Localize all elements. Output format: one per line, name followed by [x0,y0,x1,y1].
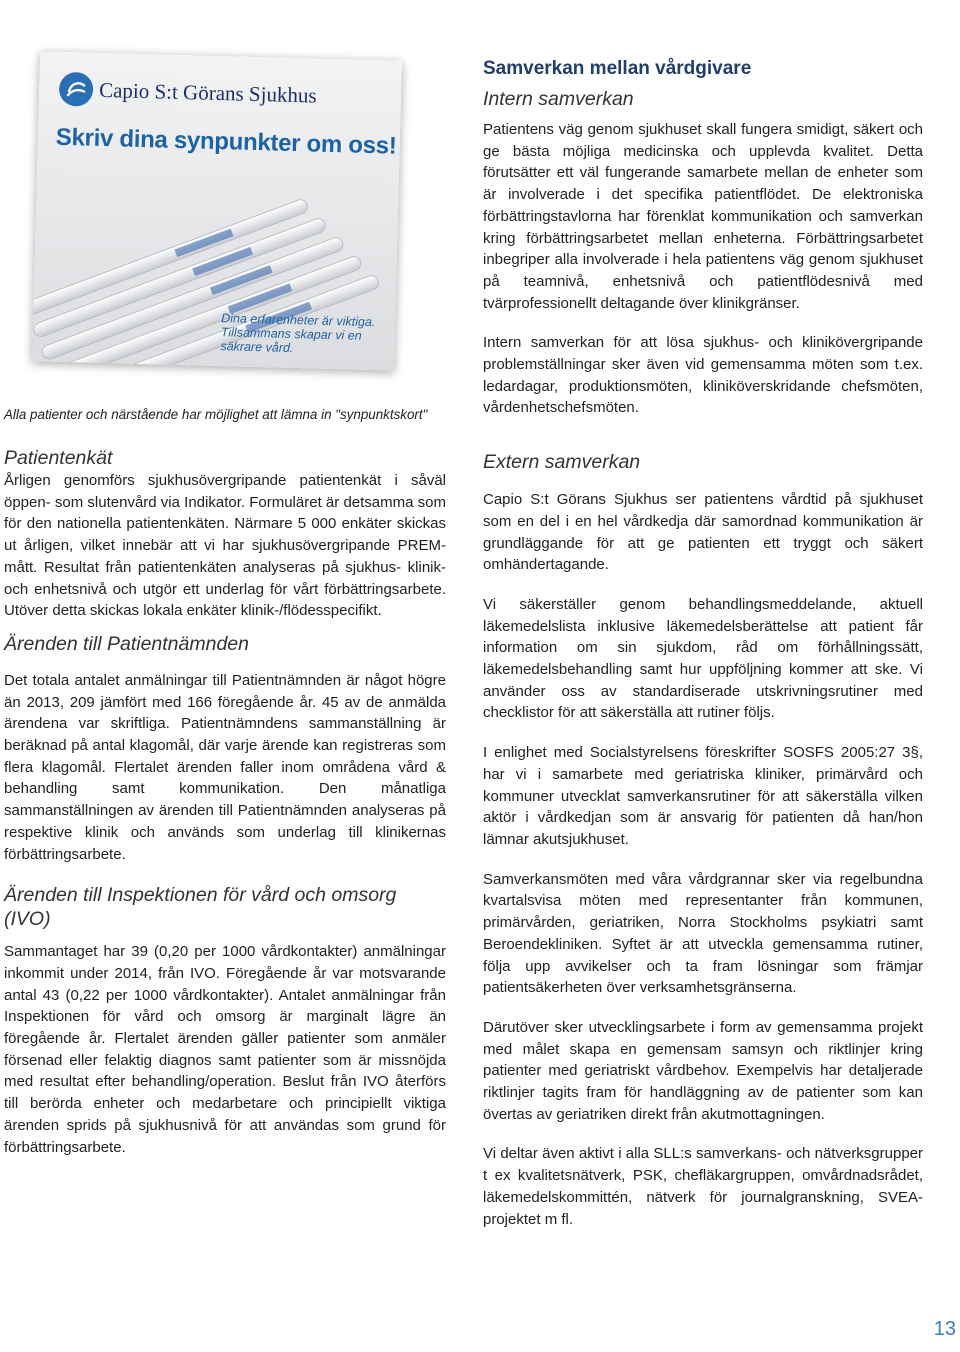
left-column [4,406,446,1158]
extern-p3: I enlighet med Socialstyrelsens föreskrifter SOSFS 2005:27 3§, har vi i samarbete med geriatriska kliniker, primärvård och kommuner utvecklat samverkansrutiner för att säkerställa vilken aktör i vårdkedjan som är ansvarig för patienten då han/hon lämnar akutsjukhuset. [483,744,923,848]
extern-p6: Vi deltar även aktivt i alla SLL:s samverkans- och nätverksgrupper t ex kvalitetsnätverk, PSK, chefläkargruppen, omvårdnadsrådet, läkemedelskommittén, nätverk för journalgranskning, SVEA-projektet m fl. [483,1145,923,1228]
extern-p2: Vi säkerställer genom behandlingsmeddelande, aktuell läkemedelslista inklusive läkemedelsberättelse att patient får information om sin sjukdom, råd om förhållningssätt, läkemedelsbehandling samt hur uppföljning kommer att ske. Vi använder oss av standardiserade utskrivningsrutiner med checklistor för att säkerställa att rutiner följs. [483,595,923,722]
patientenkat-text: Årligen genomförs sjukhusövergripande patientenkät i såväl öppen- som slutenvård via Indikator. Formuläret är detsamma som för den nationella patientenkäten. Närmare 5 000 enkäter skickas ut årligen, vilket innebär att vi har sjukhusövergripande PREM-mått. Resultat från patientenkäten analyseras på sjukhus- klinik- och enhetsnivå och utgör ett underlag för vårt förbättringsarbete. Utöver detta skickas lokala enkäter klinik-/flödesspecifikt. [4,472,446,620]
logo-text: Capio S:t Görans Sjukhus [98,77,317,108]
intern-heading: Intern samverkan [483,88,634,110]
page-title: Samverkan mellan vårdgivare [483,58,752,79]
capio-logo-icon [59,72,94,107]
extern-heading: Extern samverkan [483,451,641,474]
right-column [483,56,923,1230]
card-tagline: Dina erfarenheter är viktiga. Tillsammans skapar vi en säkrare vård. [220,311,376,356]
photo-caption: Alla patienter och närstående har möjlighet att lämna in "synpunktskort" [4,407,428,422]
ivo-heading: Ärenden till Inspektionen för vård och omsorg (IVO) [4,884,397,931]
page-number: 13 [933,1318,956,1340]
feedback-card-photo [32,51,402,370]
intern-p2: Intern samverkan för att lösa sjukhus- och klinikövergripande problemställningar sker även vid gemensamma möten som t.ex. ledardagar, produktionsmöten, kliniköverskridande chefsmöten, vårdenhetschefsmöten. [483,334,923,417]
extern-p4: Samverkansmöten med våra vårdgrannar sker via regelbundna kvartalsvisa möten med representanter från kommunen, primärvården, geriatriken, Norra Stockholms psykiatri samt Beroendekliniken. Syftet är att utveckla gemensamma rutiner, följa upp avvikelser och ta fram lösningar som främjar patientsäkerheten över verksamhetsgränserna. [483,870,923,997]
patientnamnden-text: Det totala antalet anmälningar till Patientnämnden är något högre än 2013, 209 jämfört med 166 föregående år. 45 av de anmälda ärendena var skriftliga. Patientnämndens sammanställning är beräknad på antal klagomål, där varje ärende kan registreras som flera klagomål. Flertalet ärenden faller inom områdena vård & behandling samt kommunikation. Den månatliga sammanställningen av ärenden till Patientnämnden analyseras på respektive klinik och används som underlag till klinikernas förbättringsarbete. [4,671,446,863]
intern-p1: Patientens väg genom sjukhuset skall fungera smidigt, säkert och ge bästa möjliga medicinska och upplevda kvalitet. Detta förutsätter ett väl fungerande samarbete mellan de enheter som är involverade i det specifika patientflödet. De elektroniska förbättringstavlorna har förenklat kommunikation och samverkan kring förbättringsarbetet mellan enheterna. Förbättringsarbetet inbegriper alla involverade i hela patientens väg genom sjukhuset på teamnivå, enhetsnivå och patientflödesnivå med tvärprofessionellt deltagande över klinikgränser. [483,121,923,312]
card-headline: Skriv dina synpunkter om oss! [55,123,397,160]
ivo-text: Sammantaget har 39 (0,20 per 1000 vårdkontakter) anmälningar inkommit under 2014, från IVO. Föregående år var motsvarande antal 43 (0,22 per 1000 vårdkontakter). Antalet anmälningar från Inspektionen för vård och omsorg är marginalt lägre än föregående år. Flertalet ärenden gäller patienter som anmäler försenad eller felaktig diagnos samt patienter som är missnöjda med resultat efter behandling/operation. Beslut från IVO återförs till berörda enheter och medarbetare och principiellt viktiga ärenden sprids på sjukhusnivå för att användas som grund för förbättringsarbete. [4,943,446,1156]
extern-p1: Capio S:t Görans Sjukhus ser patientens vårdtid på sjukhuset som en del i en hel vårdkedja där samordnad kommunikation är grundläggande för att ge patienten ett tryggt och säkert omhändertagande. [483,491,923,574]
patientenkat-heading: Patientenkät [4,447,113,469]
capio-logo [59,72,317,113]
extern-p5: Därutöver sker utvecklingsarbete i form av gemensamma projekt med målet skapa en gemensam samsyn och riktlinjer kring patienter med geriatriskt vårdbehov. Exempelvis har detaljerade riktlinjer tagits fram för handläggning av de patienter som kan övertas av geriatriken direkt från akutmottagningen. [483,1018,923,1123]
patientnamnden-heading: Ärenden till Patientnämnden [4,632,249,655]
